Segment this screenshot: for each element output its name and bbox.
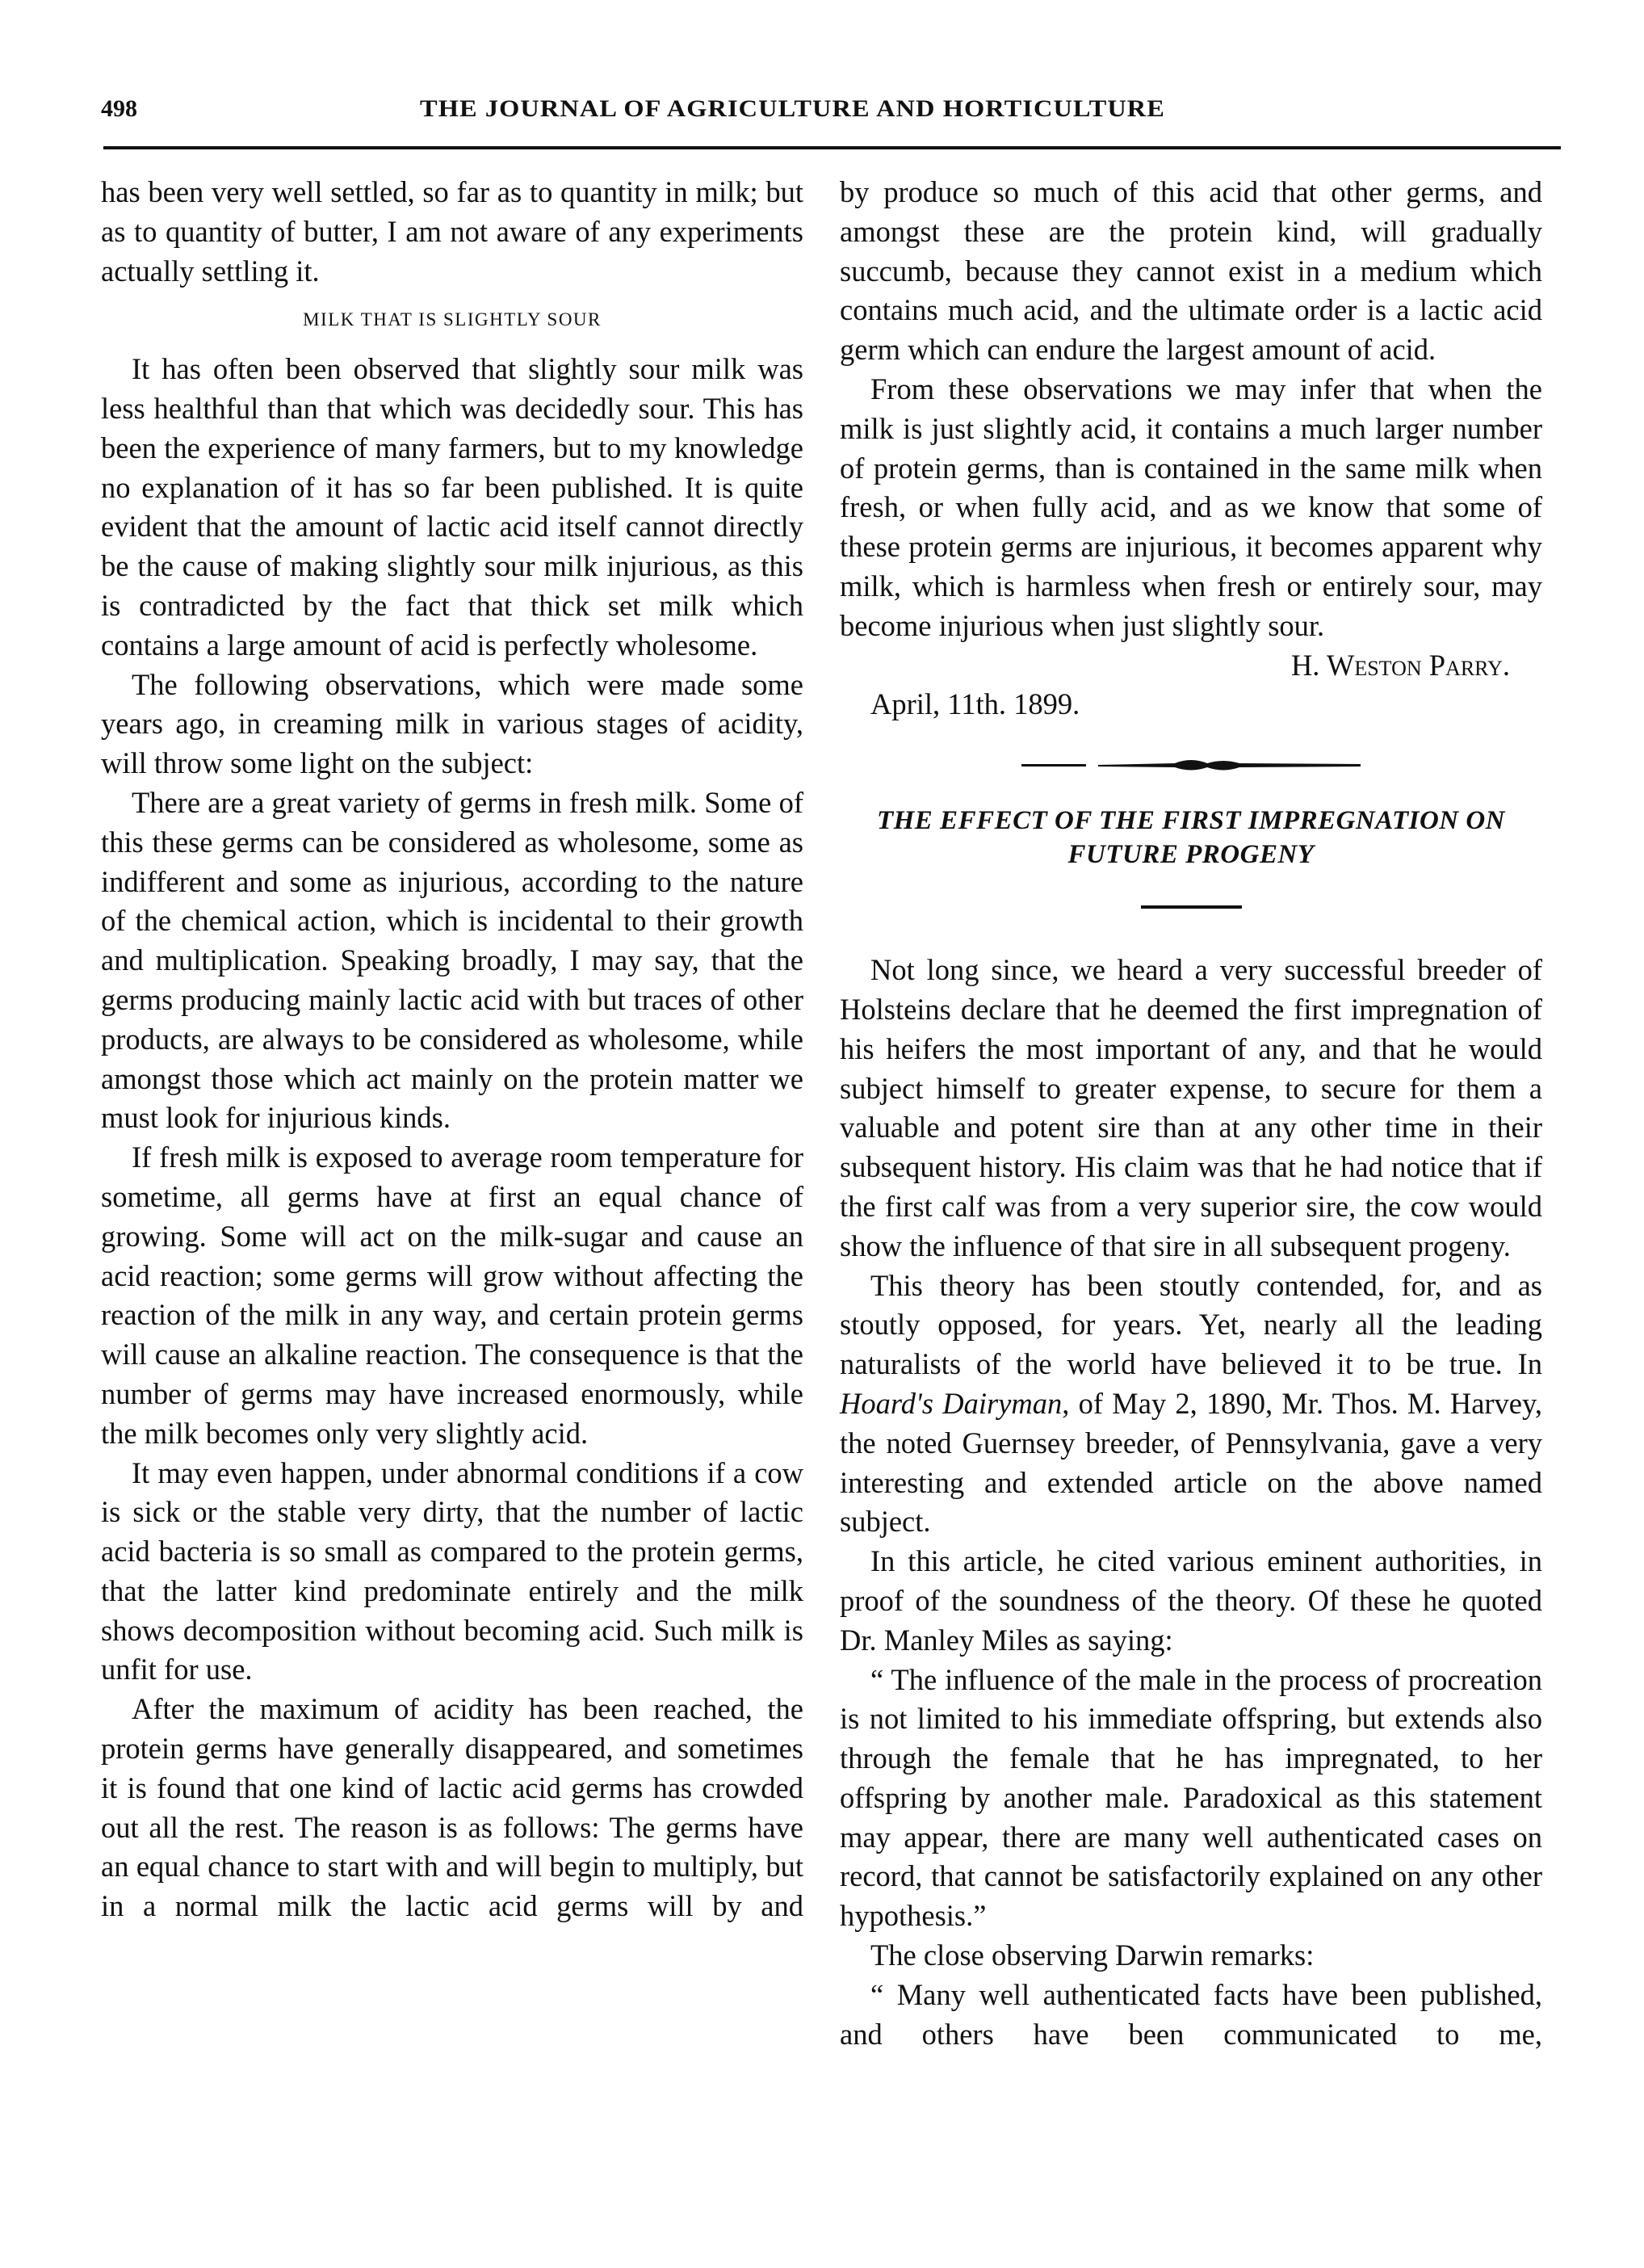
author-signature: H. Weston Parry. <box>1290 648 1510 682</box>
quotation: “ Many well authenticated facts have been published, and others have been communicated to me, <box>840 1977 1542 2051</box>
running-head <box>101 95 1562 136</box>
title-rule <box>1141 905 1242 909</box>
paragraph: The following observations, which were made some years ago, in creaming milk in various stages of acidity, will throw some light on the subject: <box>101 667 803 780</box>
dateline: April, 11th. 1899. <box>870 687 1080 721</box>
quotation: “ The influence of the male in the process of procreation is not limited to his immediate offspring, but extends also through the female that he has impregnated, to her offspring by another male. Paradoxical as this statement may appear, there are many well authenticated cases on record, that cannot be satisfactorily explained on any other hypothesis.” <box>840 1662 1542 1933</box>
paragraph: From these observations we may infer that when the milk is just slightly acid, it contains a much larger number of protein germs, than is contained in the same milk when fresh, or when fully acid, and as we know that some of these protein germs are injurious, it becomes apparent why milk, which is harmless when fresh or entirely sour, may become injurious when just slightly sour. <box>840 372 1542 642</box>
right-column <box>840 173 1542 2054</box>
section-heading: MILK THAT IS SLIGHTLY SOUR <box>303 309 602 330</box>
page-number: 498 <box>101 95 137 122</box>
ornamental-divider-icon <box>1021 755 1361 775</box>
text: , of May 2, 1890, Mr. Thos. M. Harvey, the noted Guernsey breeder, of Pennsylvania, gave a very interesting and extended article on the above named subject. <box>840 1386 1543 1539</box>
paragraph: After the maximum of acidity has been reached, the protein germs have generally disappeared, and sometimes it is found that one kind of lactic acid germs has crowded out all the rest. The reason is as follows: The germs have an equal chance to start with and will begin to multiply, but in a normal milk the lactic acid germs will by and <box>101 1692 803 1923</box>
article-title: THE EFFECT OF THE FIRST IMPREGNATION ON FUTURE PROGENY <box>876 806 1506 870</box>
paragraph: by produce so much of this acid that other germs, and amongst these are the protein kind, will gradually succumb, because they cannot exist in a medium which contains much acid, and the ultimate order is a lactic acid germ which can endure the largest amount of acid. <box>840 175 1542 367</box>
paragraph: has been very well settled, so far as to quantity in milk; but as to quantity of butter, I am not aware of any experiments actually settling it. <box>101 175 803 288</box>
journal-title: THE JOURNAL OF AGRICULTURE AND HORTICULTURE <box>420 95 1165 122</box>
paragraph <box>840 1266 1542 1543</box>
paragraph: It may even happen, under abnormal conditions if a cow is sick or the stable very dirty, that the number of lactic acid bacteria is so small as compared to the protein germs, that the latter kind predominate entirely and the milk shows decomposition without becoming acid. Such milk is unfit for use. <box>101 1455 803 1686</box>
paragraph: The close observing Darwin remarks: <box>870 1938 1315 1972</box>
header-rule <box>103 146 1561 149</box>
paragraph: In this article, he cited various eminent authorities, in proof of the soundness of the theory. Of these he quoted Dr. Manley Miles as saying: <box>840 1544 1542 1657</box>
paragraph: Not long since, we heard a very successful breeder of Holsteins declare that he deemed the first impregnation of his heifers the most important of any, and that he would subject himself to greater expense, to secure for them a valuable and potent sire than at any other time in their subsequent history. His claim was that he had notice that if the first calf was from a very superior sire, the cow would show the influence of that sire in all subsequent progeny. <box>840 953 1542 1262</box>
paragraph: There are a great variety of germs in fresh milk. Some of this these germs can be considered as wholesome, some as indifferent and some as injurious, according to the nature of the chemical action, which is incidental to their growth and multiplication. Speaking broadly, I may say, that the germs producing mainly lactic acid with but traces of other products, are always to be considered as wholesome, while amongst those which act mainly on the protein matter we must look for injurious kinds. <box>101 785 803 1135</box>
paragraph: It has often been observed that slightly sour milk was less healthful than that which was decidedly sour. This has been the experience of many farmers, but to my knowledge no explanation of it has so far been published. It is quite evident that the amount of lactic acid itself cannot directly be the cause of making slightly sour milk injurious, as this is contradicted by the fact that thick set milk which contains a large amount of acid is perfectly wholesome. <box>101 352 803 662</box>
publication-title: Hoard's Dairyman <box>840 1386 1063 1420</box>
text: This theory has been stoutly contended, for, and as stoutly opposed, for years. Yet, nearly all the leading naturalists of the world have believed it to be true. In <box>840 1268 1542 1381</box>
paragraph: If fresh milk is exposed to average room temperature for sometime, all germs have at first an equal chance of growing. Some will act on the milk-sugar and cause an acid reaction; some germs will grow without affecting the reaction of the milk in any way, and certain protein germs will cause an alkaline reaction. The consequence is that the number of germs may have increased enormously, while the milk becomes only very slightly acid. <box>101 1140 803 1450</box>
left-column <box>101 173 803 1926</box>
